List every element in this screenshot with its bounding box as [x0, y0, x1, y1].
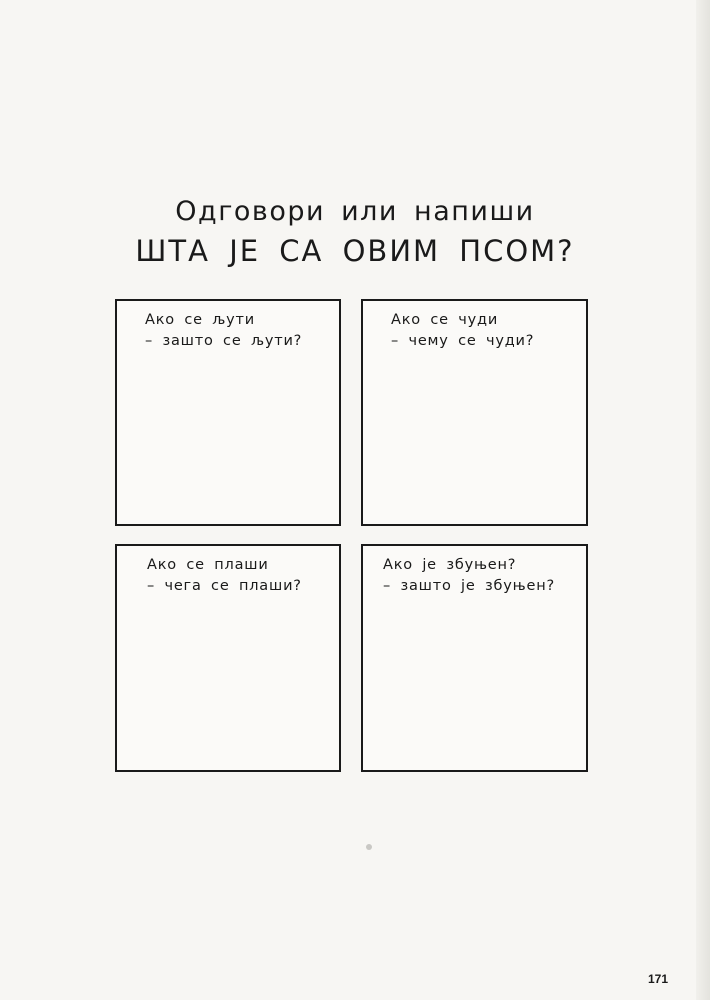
box-prompt-line-1: Ако се љути	[145, 312, 255, 328]
box-prompt-line-1: Ако се чуди	[391, 312, 499, 328]
box-prompt	[391, 310, 534, 352]
box-prompt	[147, 555, 302, 597]
box-prompt-line-2: – зашто је збуњен?	[383, 578, 555, 594]
box-prompt-line-1: Ако се плаши	[147, 557, 269, 573]
speck-mark	[366, 844, 372, 850]
box-prompt-line-2: – чега се плаши?	[147, 578, 302, 594]
instruction-title: Одговори или напиши	[175, 196, 535, 227]
question-title: ШТА ЈЕ СА ОВИМ ПСОМ?	[135, 234, 575, 268]
box-prompt	[383, 555, 555, 597]
box-prompt-line-2: – чему се чуди?	[391, 333, 535, 349]
box-prompt-line-2: – зашто се љути?	[145, 333, 303, 349]
box-prompt-line-1: Ако је збуњен?	[383, 557, 517, 573]
answer-box-surprised[interactable]	[361, 299, 588, 526]
page-edge	[696, 0, 710, 1000]
page-number: 171	[648, 972, 669, 986]
answer-box-angry[interactable]	[115, 299, 341, 526]
box-prompt	[145, 310, 302, 352]
answer-box-scared[interactable]	[115, 544, 341, 772]
answer-box-confused[interactable]	[361, 544, 588, 772]
